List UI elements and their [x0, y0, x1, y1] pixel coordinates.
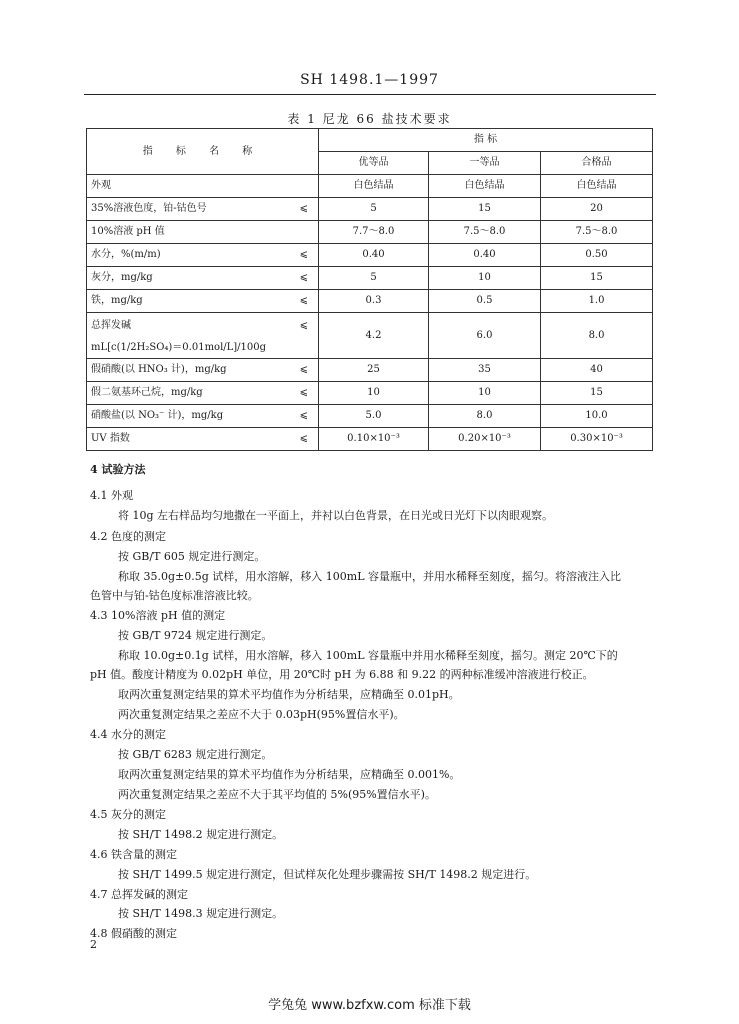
table-row: [87, 221, 653, 244]
value-cell: 5.0: [319, 405, 429, 428]
paragraph: pH 值。酸度计精度为 0.02pH 单位，用 20℃时 pH 为 6.88 和 9.22 的两种标准缓冲溶液进行校正。: [90, 668, 594, 681]
table-row: [87, 405, 653, 428]
table-row: [87, 290, 653, 313]
value-cell: 4.2: [319, 313, 429, 359]
paragraph: 取两次重复测定结果的算术平均值作为分析结果，应精确至 0.01pH。: [118, 688, 460, 701]
comparison-sign: ⩽: [299, 249, 308, 260]
paragraph: 按 GB/T 605 规定进行测定。: [118, 550, 266, 563]
table-row: [87, 313, 653, 359]
grade-superior: 优等品: [319, 152, 429, 175]
value-cell: 6.0: [429, 313, 541, 359]
paragraph: 按 GB/T 6283 规定进行测定。: [118, 748, 273, 761]
header-index-name: 指 标 名 称: [87, 129, 319, 175]
header-index: 指 标: [319, 129, 653, 152]
value-cell: 0.50: [541, 244, 653, 267]
comparison-sign: ⩽: [299, 410, 308, 421]
value-cell: 0.3: [319, 290, 429, 313]
section-4-heading: 4 试验方法: [90, 463, 146, 476]
value-cell: 0.10×10⁻³: [319, 428, 429, 451]
row-name-cell: [87, 175, 319, 198]
page-number: 2: [90, 938, 97, 951]
row-name: 总挥发碱: [91, 320, 131, 331]
value-cell: 0.5: [429, 290, 541, 313]
paragraph: 两次重复测定结果之差应不大于 0.03pH(95%置信水平)。: [118, 708, 405, 721]
header-rule: [84, 94, 656, 95]
comparison-sign: ⩽: [299, 387, 308, 398]
paragraph: 色管中与铂-钴色度标准溶液比较。: [90, 589, 259, 602]
value-cell: 7.5～8.0: [541, 221, 653, 244]
section-4-2-heading: 4.2 色度的测定: [90, 530, 166, 543]
value-cell: 25: [319, 359, 429, 382]
section-4-1-heading: 4.1 外观: [90, 489, 133, 502]
paragraph: 称取 35.0g±0.5g 试样，用水溶解，移入 100mL 容量瓶中，并用水稀释至刻度，摇匀。将溶液注入比: [118, 570, 622, 583]
value-cell: 10: [429, 267, 541, 290]
value-cell: 白色结晶: [319, 175, 429, 198]
table-row: [87, 267, 653, 290]
row-name: 水分，%(m/m): [91, 249, 161, 260]
value-cell: 5: [319, 198, 429, 221]
row-name: 假硝酸(以 HNO₃ 计)，mg/kg: [91, 364, 227, 375]
row-name-cell: [87, 405, 319, 428]
spec-table: [86, 128, 653, 451]
value-cell: 7.5～8.0: [429, 221, 541, 244]
table-row: [87, 359, 653, 382]
comparison-sign: ⩽: [299, 364, 308, 375]
value-cell: 5: [319, 267, 429, 290]
value-cell: 15: [541, 382, 653, 405]
value-cell: 0.40: [319, 244, 429, 267]
value-cell: 10.0: [541, 405, 653, 428]
table-row: [87, 382, 653, 405]
row-name: 铁，mg/kg: [91, 295, 143, 306]
value-cell: 8.0: [541, 313, 653, 359]
value-cell: 15: [429, 198, 541, 221]
row-name-cell: [87, 198, 319, 221]
row-name-cell: [87, 313, 319, 359]
row-name-cell: [87, 267, 319, 290]
table-header-row: [87, 129, 653, 152]
value-cell: 10: [429, 382, 541, 405]
grade-qualified: 合格品: [541, 152, 653, 175]
value-cell: 7.7～8.0: [319, 221, 429, 244]
value-cell: 0.40: [429, 244, 541, 267]
row-name: UV 指数: [91, 433, 130, 444]
table-row: [87, 244, 653, 267]
paragraph: 称取 10.0g±0.1g 试样，用水溶解，移入 100mL 容量瓶中并用水稀释至刻度，摇匀。测定 20℃下的: [118, 649, 618, 662]
row-name-sub: mL[c(1/2H₂SO₄)＝0.01mol/L]/100g: [91, 342, 267, 353]
value-cell: 白色结晶: [541, 175, 653, 198]
standard-number: SH 1498.1—1997: [300, 72, 439, 88]
value-cell: 35: [429, 359, 541, 382]
value-cell: 15: [541, 267, 653, 290]
row-name: 10%溶液 pH 值: [91, 226, 165, 237]
row-name: 灰分，mg/kg: [91, 272, 153, 283]
row-name: 外观: [91, 180, 111, 191]
row-name: 35%溶液色度，铂-钴色号: [91, 203, 207, 214]
paragraph: 将 10g 左右样品均匀地撒在一平面上，并衬以白色背景，在日光或日光灯下以肉眼观察。: [118, 509, 554, 522]
paragraph: 按 SH/T 1498.3 规定进行测定。: [118, 907, 284, 920]
paragraph: 两次重复测定结果之差应不大于其平均值的 5%(95%置信水平)。: [118, 788, 436, 801]
row-name-cell: [87, 359, 319, 382]
table-row: [87, 428, 653, 451]
comparison-sign: ⩽: [299, 272, 308, 283]
section-4-4-heading: 4.4 水分的测定: [90, 728, 166, 741]
row-name-cell: [87, 382, 319, 405]
row-name-cell: [87, 428, 319, 451]
row-name-cell: [87, 244, 319, 267]
table-row: [87, 198, 653, 221]
section-4-5-heading: 4.5 灰分的测定: [90, 808, 166, 821]
row-name-cell: [87, 290, 319, 313]
value-cell: 40: [541, 359, 653, 382]
value-cell: 1.0: [541, 290, 653, 313]
row-name-cell: [87, 221, 319, 244]
comparison-sign: ⩽: [299, 433, 308, 444]
row-name: 假二氨基环己烷，mg/kg: [91, 387, 203, 398]
comparison-sign: ⩽: [299, 320, 308, 331]
section-4-3-heading: 4.3 10%溶液 pH 值的测定: [90, 609, 226, 622]
paragraph: 取两次重复测定结果的算术平均值作为分析结果，应精确至 0.001%。: [118, 768, 461, 781]
value-cell: 白色结晶: [429, 175, 541, 198]
table-row: [87, 175, 653, 198]
value-cell: 0.30×10⁻³: [541, 428, 653, 451]
section-4-6-heading: 4.6 铁含量的测定: [90, 848, 177, 861]
value-cell: 10: [319, 382, 429, 405]
table-title: 表 1 尼龙 66 盐技术要求: [287, 112, 452, 126]
section-4-7-heading: 4.7 总挥发碱的测定: [90, 888, 188, 901]
footer-watermark: 学兔兔 www.bzfxw.com 标准下载: [268, 998, 471, 1013]
value-cell: 20: [541, 198, 653, 221]
comparison-sign: ⩽: [299, 203, 308, 214]
value-cell: 0.20×10⁻³: [429, 428, 541, 451]
paragraph: 按 SH/T 1499.5 规定进行测定，但试样灰化处理步骤需按 SH/T 1498.2 规定进行。: [118, 868, 537, 881]
section-4-8-heading: 4.8 假硝酸的测定: [90, 927, 177, 940]
grade-first: 一等品: [429, 152, 541, 175]
paragraph: 按 SH/T 1498.2 规定进行测定。: [118, 828, 284, 841]
value-cell: 8.0: [429, 405, 541, 428]
comparison-sign: ⩽: [299, 295, 308, 306]
paragraph: 按 GB/T 9724 规定进行测定。: [118, 629, 273, 642]
row-name: 硝酸盐(以 NO₃⁻ 计)，mg/kg: [91, 410, 224, 421]
